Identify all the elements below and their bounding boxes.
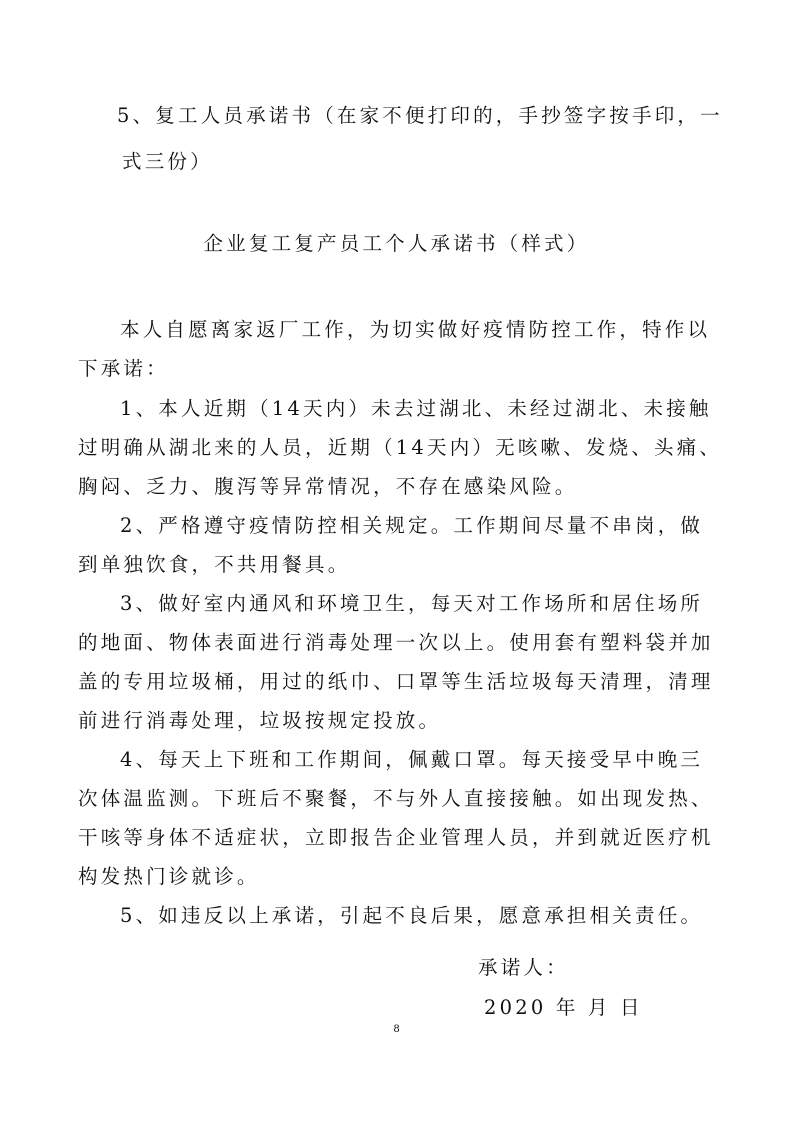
item2-line-1: 2、严格遵守疫情防控相关规定。工作期间尽量不串岗，做 bbox=[120, 514, 704, 537]
item3-line-1: 3、做好室内通风和环境卫生，每天对工作场所和居住场所 bbox=[120, 592, 704, 615]
header-item-line-2: 式三份） bbox=[122, 150, 213, 173]
item1-line-3: 胸闷、乏力、腹泻等异常情况，不存在感染风险。 bbox=[78, 475, 578, 498]
item4-line-1: 4、每天上下班和工作期间，佩戴口罩。每天接受早中晚三 bbox=[120, 748, 704, 771]
item3-line-3: 盖的专用垃圾桶，用过的纸巾、口罩等生活垃圾每天清理，清理 bbox=[78, 670, 714, 693]
item4-line-4: 构发热门诊就诊。 bbox=[78, 865, 260, 888]
header-item-line-1: 5、复工人员承诺书（在家不便打印的，手抄签字按手印，一 bbox=[117, 104, 723, 127]
item3-line-2: 的地面、物体表面进行消毒处理一次以上。使用套有塑料袋并加 bbox=[78, 631, 714, 654]
item5-line-1: 5、如违反以上承诺，引起不良后果，愿意承担相关责任。 bbox=[120, 904, 704, 927]
item2-line-2: 到单独饮食，不共用餐具。 bbox=[78, 553, 351, 576]
item3-line-4: 前进行消毒处理，垃圾按规定投放。 bbox=[78, 709, 442, 732]
signature-label: 承诺人： bbox=[478, 956, 569, 979]
item1-line-2: 过明确从湖北来的人员，近期（14天内）无咳嗽、发烧、头痛、 bbox=[78, 436, 723, 459]
item4-line-3: 干咳等身体不适症状，立即报告企业管理人员，并到就近医疗机 bbox=[78, 826, 714, 849]
document-title: 企业复工复产员工个人承诺书（样式） bbox=[203, 232, 590, 255]
page-number: 8 bbox=[393, 1024, 400, 1035]
intro-line-2: 下承诺： bbox=[78, 357, 169, 380]
signature-date: 2020 年 月 日 bbox=[484, 996, 643, 1019]
item1-line-1: 1、本人近期（14天内）未去过湖北、未经过湖北、未接触 bbox=[120, 397, 712, 420]
item4-line-2: 次体温监测。下班后不聚餐，不与外人直接接触。如出现发热、 bbox=[78, 787, 714, 810]
intro-line-1: 本人自愿离家返厂工作，为切实做好疫情防控工作，特作以 bbox=[120, 318, 711, 341]
